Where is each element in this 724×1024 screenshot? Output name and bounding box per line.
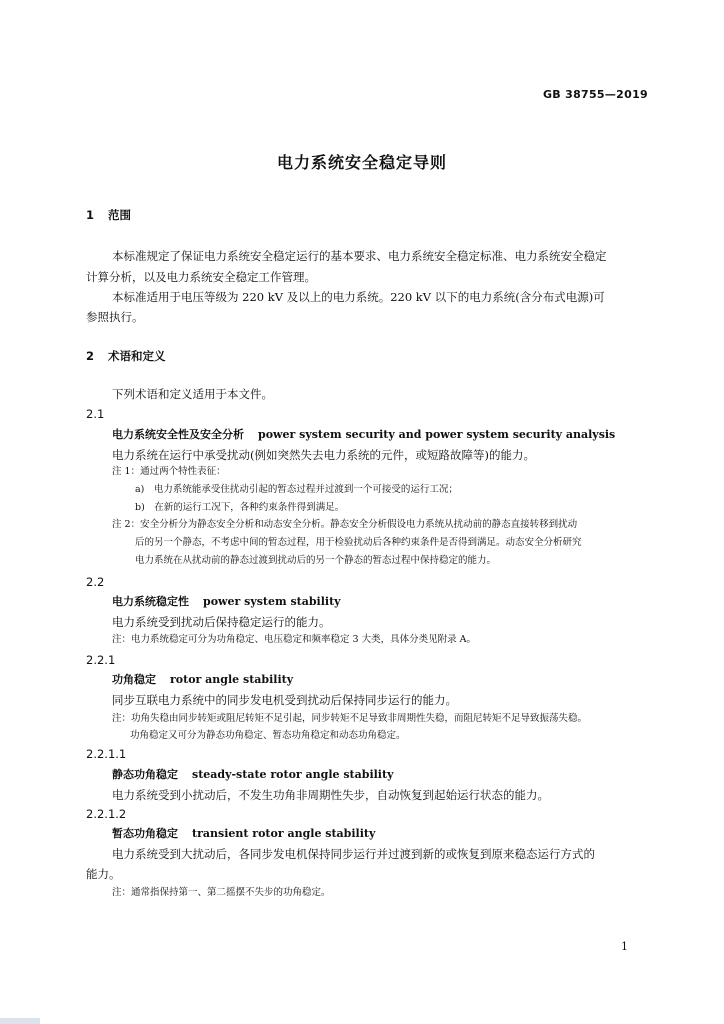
term-english: power system stability — [203, 595, 341, 608]
section-number: 2 — [86, 349, 95, 363]
term-definition: 电力系统受到小扰动后，不发生功角非周期性失步，自动恢复到起始运行状态的能力。 — [112, 788, 549, 802]
term-chinese: 暂态功角稳定 — [112, 827, 178, 840]
term-definition: 电力系统受到扰动后保持稳定运行的能力。 — [112, 615, 331, 629]
term-heading — [112, 593, 646, 611]
term-number: 2.2.1.2 — [86, 807, 127, 821]
note-line: 注 1：通过两个特性表征： — [112, 466, 226, 477]
note-line: 注 2：安全分析分为静态安全分析和动态安全分析。静态安全分析假设电力系统从扰动前的静态直接转移到扰动 — [112, 519, 578, 530]
paragraph-line: 本标准适用于电压等级为 220 kV 及以上的电力系统。220 kV 以下的电力系统(含分布式电源)可 — [112, 290, 605, 304]
term-chinese: 静态功角稳定 — [112, 768, 178, 781]
note-line: 电力系统在从扰动前的静态过渡到扰动后的另一个静态的暂态过程中保持稳定的能力。 — [135, 555, 497, 566]
scan-edge-decoration — [0, 1018, 40, 1024]
term-heading — [112, 825, 646, 843]
term-number: 2.2 — [86, 575, 105, 589]
term-number: 2.2.1.1 — [86, 747, 127, 761]
note-line: 注：通常指保持第一、第二摇摆不失步的功角稳定。 — [112, 887, 331, 898]
term-heading — [112, 671, 646, 689]
note-line: 后的另一个静态，不考虑中间的暂态过程，用于检验扰动后各种约束条件是否得到满足。动态安全分析研究 — [135, 537, 582, 548]
paragraph-line: 下列术语和定义适用于本文件。 — [112, 387, 273, 401]
section-title: 范围 — [108, 208, 131, 222]
term-english: rotor angle stability — [170, 673, 294, 686]
standard-number: GB 38755—2019 — [542, 88, 648, 101]
term-definition: 电力系统受到大扰动后，各同步发电机保持同步运行并过渡到新的或恢复到原来稳态运行方式的 — [112, 847, 595, 861]
term-number: 2.1 — [86, 407, 105, 421]
note-line: 功角稳定又可分为静态功角稳定、暂态功角稳定和动态功角稳定。 — [130, 730, 406, 741]
section-title: 术语和定义 — [108, 349, 166, 363]
term-number: 2.2.1 — [86, 653, 116, 667]
term-definition: 能力。 — [86, 867, 121, 881]
term-english: transient rotor angle stability — [192, 827, 376, 840]
section-heading-1 — [86, 206, 646, 224]
paragraph-line: 本标准规定了保证电力系统安全稳定运行的基本要求、电力系统安全稳定标准、电力系统安全稳定 — [112, 249, 607, 263]
section-heading-2 — [86, 347, 646, 365]
term-english: steady-state rotor angle stability — [192, 768, 394, 781]
section-number: 1 — [86, 208, 95, 222]
page-number: 1 — [621, 940, 628, 953]
term-chinese: 电力系统安全性及安全分析 — [112, 428, 244, 441]
note-list-item: b) 在新的运行工况下，各种约束条件得到满足。 — [135, 502, 345, 513]
term-chinese: 电力系统稳定性 — [112, 595, 189, 608]
term-definition: 同步互联电力系统中的同步发电机受到扰动后保持同步运行的能力。 — [112, 693, 457, 707]
term-definition: 电力系统在运行中承受扰动(例如突然失去电力系统的元件，或短路故障等)的能力。 — [112, 448, 535, 462]
note-list-item: a) 电力系统能承受住扰动引起的暂态过程并过渡到一个可接受的运行工况； — [135, 484, 458, 495]
document-title: 电力系统安全稳定导则 — [276, 153, 447, 172]
term-heading — [112, 426, 646, 444]
term-heading — [112, 766, 646, 784]
paragraph-line: 参照执行。 — [86, 310, 144, 324]
term-english: power system security and power system security analysis — [258, 428, 616, 441]
note-line: 注：电力系统稳定可分为功角稳定、电压稳定和频率稳定 3 大类，具体分类见附录 A。 — [112, 634, 476, 645]
paragraph-line: 计算分析，以及电力系统安全稳定工作管理。 — [86, 270, 316, 284]
note-line: 注：功角失稳由同步转矩或阻尼转矩不足引起，同步转矩不足导致非周期性失稳，而阻尼转矩不足导致振荡失稳。 — [112, 713, 588, 724]
term-chinese: 功角稳定 — [112, 673, 156, 686]
